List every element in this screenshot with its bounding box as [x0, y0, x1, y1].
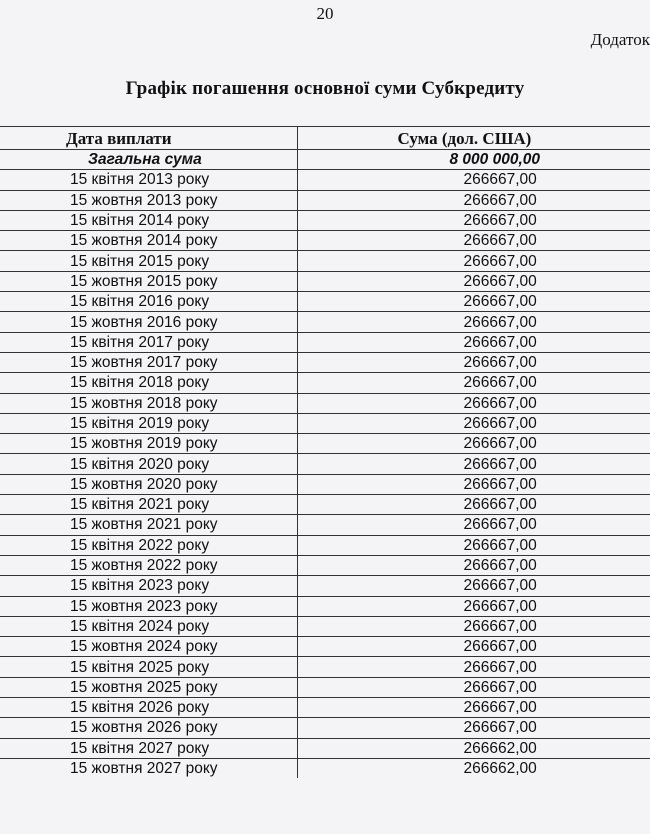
page-number: 20 — [316, 4, 334, 23]
payment-amount-cell: 266667,00 — [297, 657, 650, 677]
payment-date-cell: 15 жовтня 2025 року — [0, 677, 297, 697]
appendix-label: Додаток — [590, 30, 650, 49]
payment-amount-cell: 266667,00 — [297, 718, 650, 738]
payment-amount-cell: 266667,00 — [297, 170, 650, 190]
payment-amount-cell: 266667,00 — [297, 210, 650, 230]
table-row — [0, 637, 650, 657]
table-row — [0, 292, 650, 312]
payment-date-cell: 15 квітня 2021 року — [0, 495, 297, 515]
payment-amount-cell: 266667,00 — [297, 434, 650, 454]
payment-amount-cell: 266667,00 — [297, 231, 650, 251]
payment-date-cell: 15 квітня 2019 року — [0, 413, 297, 433]
payment-date-cell: 15 квітня 2020 року — [0, 454, 297, 474]
table-row — [0, 535, 650, 555]
payment-date-cell: 15 квітня 2016 року — [0, 292, 297, 312]
table-row — [0, 312, 650, 332]
table-row — [0, 251, 650, 271]
table-row — [0, 271, 650, 291]
payment-date-cell: 15 квітня 2018 року — [0, 373, 297, 393]
payment-amount-cell: 266667,00 — [297, 576, 650, 596]
payment-date-cell: 15 жовтня 2017 року — [0, 352, 297, 372]
repayment-schedule-table — [0, 126, 650, 778]
table-header-row — [0, 127, 650, 150]
payment-date-cell: 15 жовтня 2019 року — [0, 434, 297, 454]
payment-date-cell: 15 жовтня 2016 року — [0, 312, 297, 332]
table-row — [0, 616, 650, 636]
table-row — [0, 332, 650, 352]
document-title: Графік погашення основної суми Субкредиту — [125, 78, 525, 99]
payment-date-cell: 15 квітня 2022 року — [0, 535, 297, 555]
table-row — [0, 210, 650, 230]
table-row — [0, 373, 650, 393]
table-row — [0, 474, 650, 494]
payment-date-cell: 15 квітня 2027 року — [0, 738, 297, 758]
table-row — [0, 352, 650, 372]
payment-date-cell: 15 жовтня 2022 року — [0, 555, 297, 575]
payment-date-cell: 15 жовтня 2023 року — [0, 596, 297, 616]
table-row — [0, 758, 650, 778]
payment-date-cell: 15 квітня 2023 року — [0, 576, 297, 596]
payment-date-cell: 15 жовтня 2014 року — [0, 231, 297, 251]
payment-amount-cell: 266667,00 — [297, 454, 650, 474]
payment-amount-cell: 266662,00 — [297, 738, 650, 758]
payment-date-cell: 15 жовтня 2018 року — [0, 393, 297, 413]
payment-amount-cell: 266667,00 — [297, 413, 650, 433]
table-row — [0, 454, 650, 474]
payment-amount-cell: 266667,00 — [297, 677, 650, 697]
table-row — [0, 698, 650, 718]
payment-amount-cell: 266667,00 — [297, 352, 650, 372]
payment-amount-cell: 266667,00 — [297, 698, 650, 718]
payment-date-cell: 15 квітня 2026 року — [0, 698, 297, 718]
payment-amount-cell: 266667,00 — [297, 596, 650, 616]
table-row — [0, 190, 650, 210]
payment-amount-cell: 266662,00 — [463, 760, 537, 778]
table-row — [0, 495, 650, 515]
payment-date-cell: 15 квітня 2024 року — [0, 616, 297, 636]
payment-amount-cell: 266667,00 — [297, 292, 650, 312]
table-row — [0, 677, 650, 697]
total-label: Загальна сума — [0, 150, 297, 170]
payment-amount-cell: 266667,00 — [297, 251, 650, 271]
payment-date-cell: 15 жовтня 2020 року — [0, 474, 297, 494]
payment-amount-cell: 266667,00 — [297, 637, 650, 657]
payment-amount-cell: 266667,00 — [297, 515, 650, 535]
payment-amount-cell: 266667,00 — [297, 271, 650, 291]
total-amount: 8 000 000,00 — [297, 150, 650, 170]
payment-amount-cell: 266667,00 — [297, 535, 650, 555]
payment-date-cell: 15 жовтня 2013 року — [0, 190, 297, 210]
payment-date-cell: 15 квітня 2017 року — [0, 332, 297, 352]
header-amount: Сума (дол. США) — [297, 127, 650, 150]
payment-date-cell: 15 квітня 2013 року — [0, 170, 297, 190]
payment-amount-cell: 266667,00 — [297, 393, 650, 413]
payment-date-cell: 15 квітня 2015 року — [0, 251, 297, 271]
table-row — [0, 596, 650, 616]
payment-amount-cell: 266667,00 — [297, 312, 650, 332]
table-row — [0, 413, 650, 433]
table-row — [0, 515, 650, 535]
table-row — [0, 434, 650, 454]
payment-date-cell: 15 жовтня 2027 року — [0, 758, 297, 778]
table-row — [0, 393, 650, 413]
payment-amount-cell: 266667,00 — [297, 332, 650, 352]
payment-amount-cell: 266667,00 — [297, 616, 650, 636]
table-row — [0, 576, 650, 596]
header-payment-date: Дата виплати — [0, 127, 297, 150]
payment-date-cell: 15 квітня 2014 року — [0, 210, 297, 230]
payment-amount-cell: 266667,00 — [297, 474, 650, 494]
payment-date-cell: 15 жовтня 2026 року — [0, 718, 297, 738]
payment-amount-cell: 266667,00 — [297, 495, 650, 515]
payment-date-cell: 15 квітня 2025 року — [0, 657, 297, 677]
table-row — [0, 657, 650, 677]
payment-date-cell: 15 жовтня 2015 року — [0, 271, 297, 291]
payment-amount-cell: 266667,00 — [297, 555, 650, 575]
payment-amount-cell: 266667,00 — [297, 190, 650, 210]
payment-date-cell: 15 жовтня 2021 року — [0, 515, 297, 535]
table-row — [0, 718, 650, 738]
payment-amount-cell: 266667,00 — [297, 373, 650, 393]
total-row — [0, 150, 650, 170]
table-row — [0, 170, 650, 190]
table-row — [0, 231, 650, 251]
table-row — [0, 738, 650, 758]
payment-date-cell: 15 жовтня 2024 року — [0, 637, 297, 657]
table-row — [0, 555, 650, 575]
